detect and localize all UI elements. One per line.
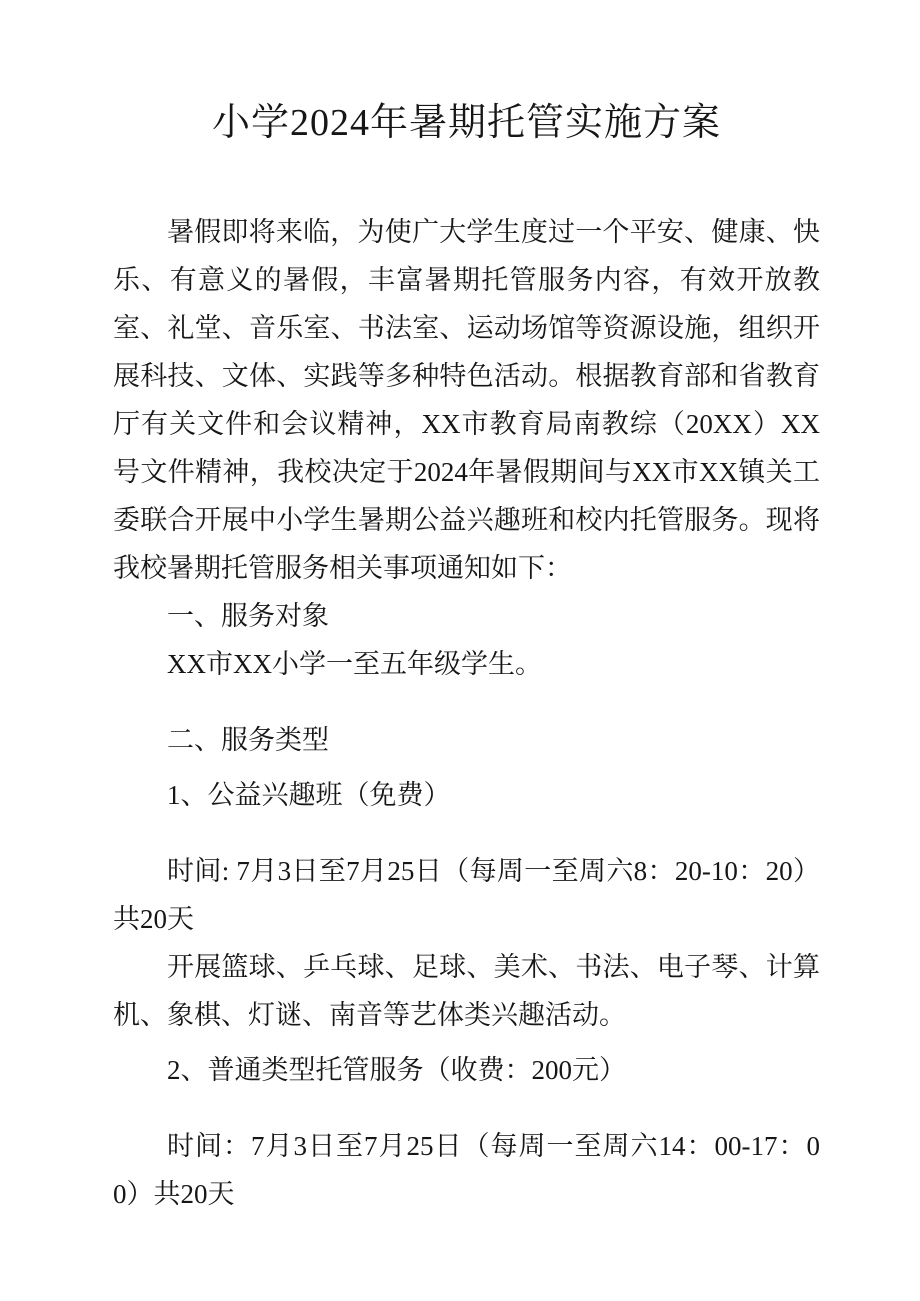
document-title: 小学2024年暑期托管实施方案 (211, 102, 721, 144)
paragraph-6: 时间: 7月3日至7月25日（每周一至周六8：20-10：20）共20天 (113, 856, 820, 934)
paragraph-3: XX市XX小学一至五年级学生。 (167, 649, 542, 679)
paragraph-2: 一、服务对象 (167, 601, 329, 631)
paragraph-7: 开展篮球、乒乓球、足球、美术、书法、电子琴、计算机、象棋、灯谜、南音等艺体类兴趣活动。 (113, 952, 820, 1030)
document-body (113, 208, 820, 1218)
paragraph-4: 二、服务类型 (167, 725, 329, 755)
paragraph-1: 暑假即将来临，为使广大学生度过一个平安、健康、快乐、有意义的暑假，丰富暑期托管服务内容，有效开放教室、礼堂、音乐室、书法室、运动场馆等资源设施，组织开展科技、文体、实践等多种特色活动。根据教育部和省教育厅有关文件和会议精神，XX市教育局南教综（20XX）XX号文件精神，我校决定于2024年暑假期间与XX市XX镇关工委联合开展中小学生暑期公益兴趣班和校内托管服务。现将我校暑期托管服务相关事项通知如下： (113, 217, 820, 583)
paragraph-5: 1、公益兴趣班（免费） (167, 780, 451, 810)
paragraph-9: 时间：7月3日至7月25日（每周一至周六14：00-17：00）共20天 (113, 1131, 820, 1209)
paragraph-8: 2、普通类型托管服务（收费：200元） (167, 1055, 626, 1085)
